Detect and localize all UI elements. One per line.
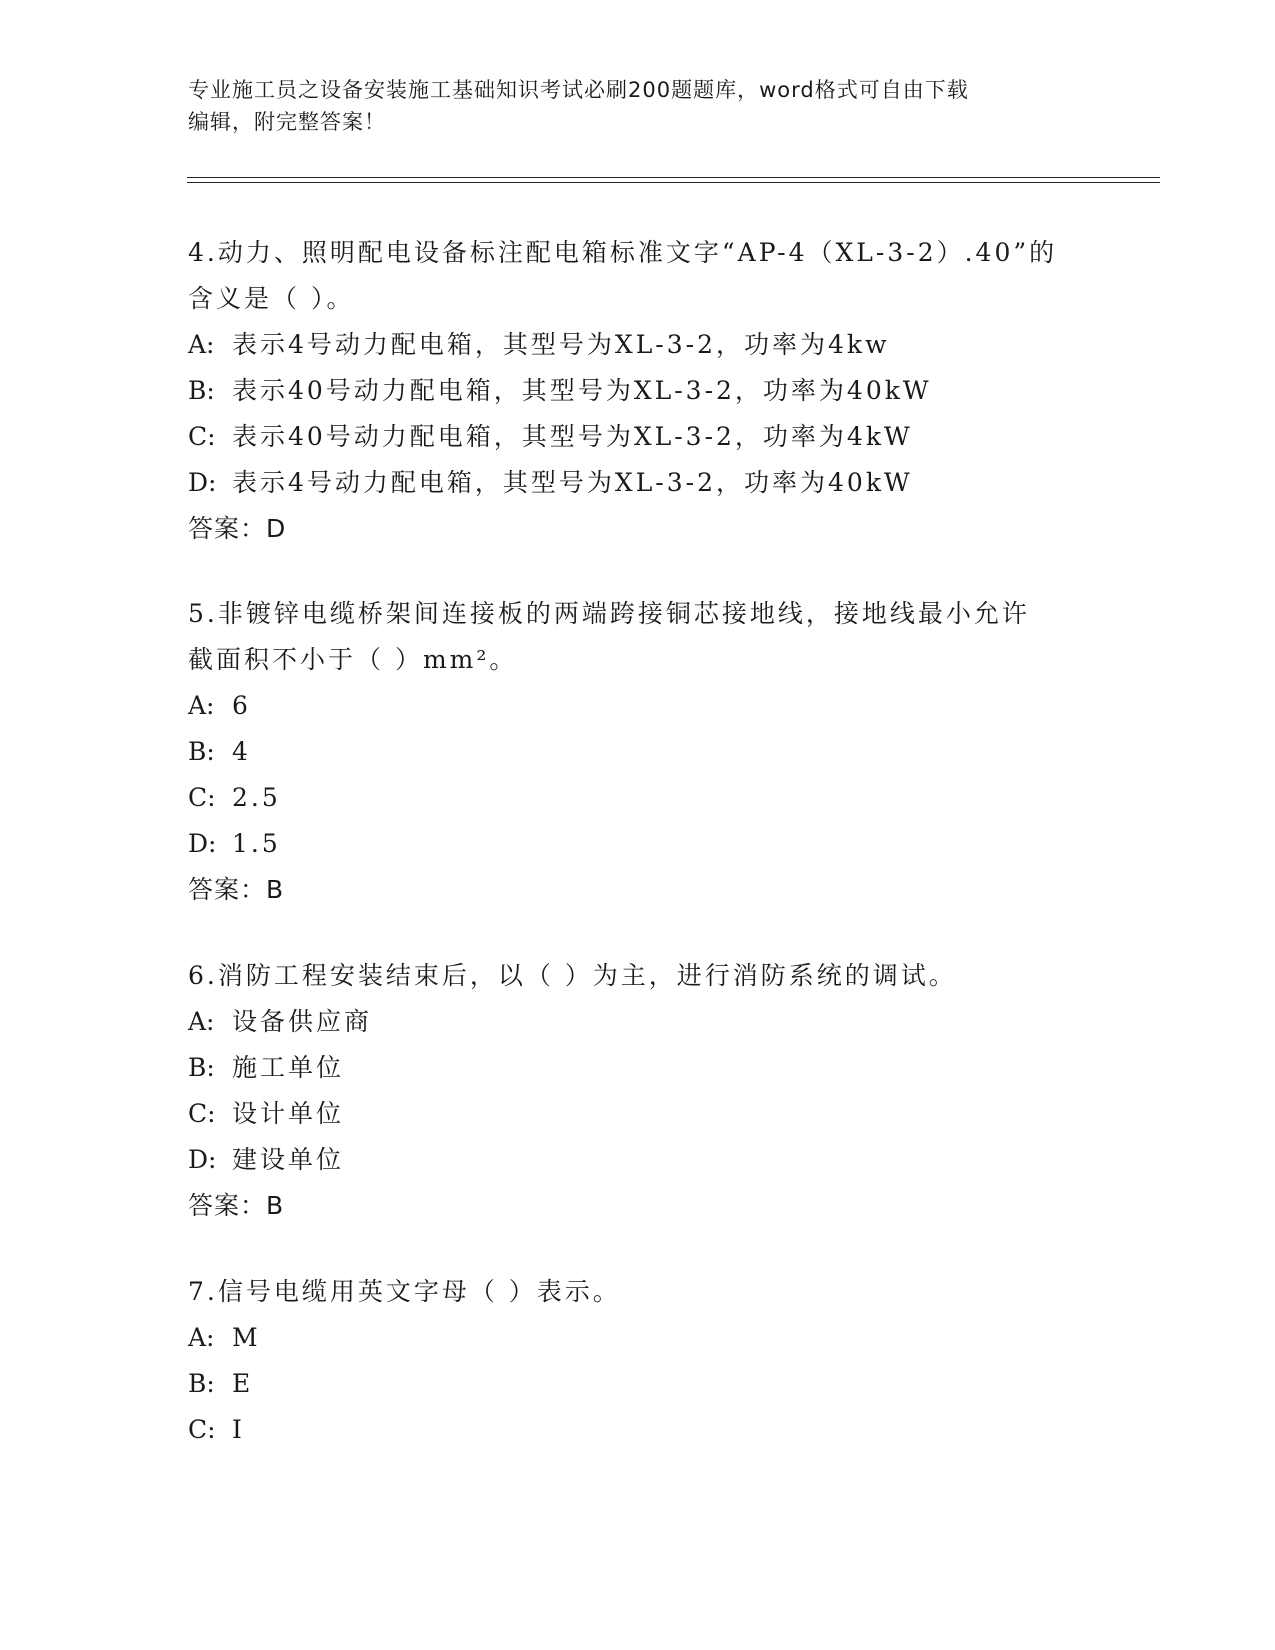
- option-key: A:: [188, 1007, 215, 1036]
- answer: 答案：B: [188, 875, 285, 904]
- header-line-2: 编辑，附完整答案！: [188, 110, 386, 134]
- option-key: C:: [188, 783, 216, 812]
- option-key: C:: [188, 422, 216, 451]
- header-line-1: 专业施工员之设备安装施工基础知识考试必刷200题题库，word格式可自由下载: [188, 78, 969, 102]
- question-stem: 4.动力、照明配电设备标注配电箱标准文字“AP-4（XL-3-2）.40”的: [188, 238, 1058, 267]
- header-divider-bottom: [187, 182, 1160, 183]
- option-a: [188, 999, 1088, 1045]
- option-text: 设计单位: [232, 1099, 345, 1128]
- question-stem-continued: 含义是（ ）。: [188, 284, 355, 313]
- option-text: 设备供应商: [232, 1007, 373, 1036]
- option-key: D:: [188, 829, 217, 858]
- option-c: [188, 1407, 1088, 1453]
- option-text: 表示40号动力配电箱，其型号为XL-3-2，功率为40kW: [232, 376, 932, 405]
- option-c: [188, 775, 1088, 821]
- question-4: [188, 230, 1088, 552]
- option-key: B:: [188, 376, 215, 405]
- option-key: C:: [188, 1415, 216, 1444]
- option-d: [188, 821, 1088, 867]
- option-text: M: [232, 1323, 261, 1352]
- question-stem: 7.信号电缆用英文字母（ ）表示。: [188, 1277, 621, 1306]
- question-stem: 5.非镀锌电缆桥架间连接板的两端跨接铜芯接地线，接地线最小允许: [188, 599, 1030, 628]
- option-text: 6: [232, 691, 251, 720]
- question-7: [188, 1269, 1088, 1453]
- answer: 答案：D: [188, 514, 287, 543]
- option-b: [188, 368, 1088, 414]
- option-b: [188, 729, 1088, 775]
- option-key: D:: [188, 468, 217, 497]
- option-key: C:: [188, 1099, 216, 1128]
- option-b: [188, 1361, 1088, 1407]
- option-c: [188, 1091, 1088, 1137]
- option-text: 表示4号动力配电箱，其型号为XL-3-2，功率为40kW: [232, 468, 913, 497]
- option-text: 表示40号动力配电箱，其型号为XL-3-2，功率为4kW: [232, 422, 913, 451]
- option-key: B:: [188, 1369, 215, 1398]
- question-6: [188, 953, 1088, 1229]
- question-stem-continued: 截面积不小于（ ）mm²。: [188, 645, 518, 674]
- option-text: 建设单位: [232, 1145, 345, 1174]
- option-text: 施工单位: [232, 1053, 345, 1082]
- option-key: A:: [188, 691, 215, 720]
- option-text: 4: [232, 737, 251, 766]
- option-text: 1.5: [232, 829, 281, 858]
- option-text: I: [232, 1415, 245, 1444]
- header-divider-top: [187, 177, 1160, 178]
- option-d: [188, 460, 1088, 506]
- option-key: B:: [188, 737, 215, 766]
- question-stem: 6.消防工程安装结束后，以（ ）为主，进行消防系统的调试。: [188, 961, 957, 990]
- option-key: D:: [188, 1145, 217, 1174]
- option-text: 2.5: [232, 783, 281, 812]
- question-5: [188, 591, 1088, 913]
- option-d: [188, 1137, 1088, 1183]
- option-key: B:: [188, 1053, 215, 1082]
- document-header: [188, 74, 1088, 138]
- answer: 答案：B: [188, 1191, 285, 1220]
- option-a: [188, 683, 1088, 729]
- option-a: [188, 1315, 1088, 1361]
- option-a: [188, 322, 1088, 368]
- option-key: A:: [188, 330, 215, 359]
- option-text: E: [232, 1369, 254, 1398]
- option-b: [188, 1045, 1088, 1091]
- option-text: 表示4号动力配电箱，其型号为XL-3-2，功率为4kw: [232, 330, 890, 359]
- option-key: A:: [188, 1323, 215, 1352]
- option-c: [188, 414, 1088, 460]
